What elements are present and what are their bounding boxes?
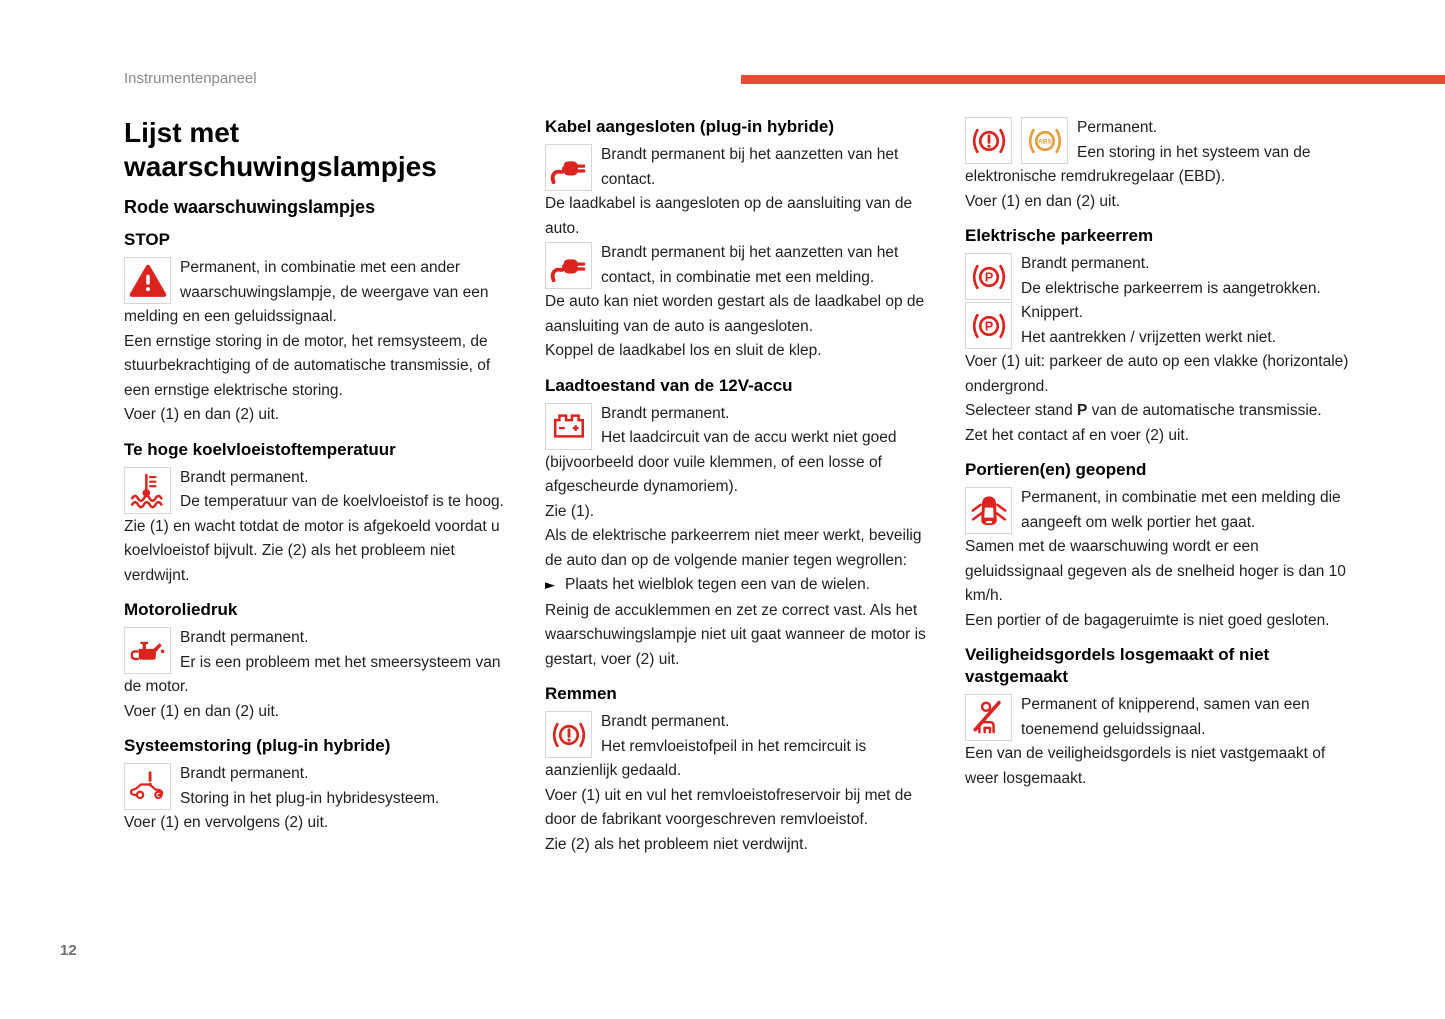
paragraph: Voer (1) uit: parkeer de auto op een vlakke (horizontale) ondergrond.: [965, 353, 1349, 395]
section-heading-hybrid-fault: Systeemstoring (plug-in hybride): [124, 736, 391, 755]
paragraph: Brandt permanent bij het aanzetten van het contact, in combinatie met een melding.: [601, 244, 899, 286]
door-open-icon: [965, 487, 1012, 534]
p-label: P: [984, 270, 993, 285]
bullet-text: Plaats het wielblok tegen een van de wielen.: [565, 576, 871, 593]
paragraph: Permanent of knipperend, samen van een toenemend geluidssignaal.: [1021, 696, 1310, 738]
accent-bar: [741, 75, 1445, 84]
paragraph: Een storing in het systeem van de elektronische remdrukregelaar (EBD).: [965, 143, 1311, 185]
paragraph: Voer (1) uit en vul het remvloeistofreservoir bij met de door de fabrikant voorgeschreven remvloeistof.: [545, 786, 912, 828]
paragraph: Zet het contact af en voer (2) uit.: [965, 426, 1190, 444]
coolant-temperature-icon: [124, 467, 171, 514]
section-body: [965, 252, 1355, 301]
section-body: [124, 256, 519, 428]
section-heading-brakes: Remmen: [545, 684, 617, 703]
gear-position-label: P: [1077, 402, 1088, 419]
paragraph: Brandt permanent.: [180, 468, 309, 486]
oil-pressure-icon: [124, 627, 171, 674]
paragraph: Permanent.: [1077, 119, 1158, 136]
paragraph: Brandt permanent.: [1021, 255, 1150, 272]
paragraph: Zie (2) als het probleem niet verdwijnt.: [545, 835, 808, 853]
seatbelt-warning-icon: [965, 694, 1012, 741]
section-body: [545, 143, 930, 241]
section-doors-open: [965, 459, 1355, 633]
paragraph: Permanent, in combinatie met een melding die aangeeft om welk portier het gaat.: [1021, 489, 1341, 531]
section-cable-connected: [545, 116, 930, 364]
text-run: van de automatische transmissie.: [1087, 402, 1322, 419]
paragraph: Voer (1) en dan (2) uit.: [124, 406, 280, 423]
paragraph: Samen met de waarschuwing wordt er een geluidssignaal gegeven als de snelheid hoger is dan 10 km/h.: [965, 538, 1346, 604]
section-heading-stop: STOP: [124, 230, 170, 249]
paragraph: Permanent, in combinatie met een ander waarschuwingslampje, de weergave van een melding en een geluidssignaal.: [124, 259, 489, 325]
section-body: [965, 693, 1355, 791]
text-run: Selecteer stand: [965, 402, 1078, 419]
column-1: [124, 116, 519, 836]
page-title: Lijst met waarschuwingslampjes: [124, 117, 437, 182]
paragraph: Een ernstige storing in de motor, het remsysteem, de stuurbekrachtiging of de automatische transmissie, of een ernstige elektrische storing.: [124, 332, 491, 399]
paragraph: Brandt permanent.: [180, 629, 309, 646]
paragraph: De temperatuur van de koelvloeistof is te hoog.: [180, 493, 504, 510]
brake-warning-icon: [965, 117, 1012, 164]
paragraph: [965, 399, 1355, 424]
paragraph: De elektrische parkeerrem is aangetrokken.: [1021, 279, 1321, 297]
section-seatbelts: [965, 644, 1355, 791]
paragraph: Koppel de laadkabel los en sluit de klep.: [545, 342, 822, 359]
section-body: [965, 486, 1355, 633]
paragraph: De laadkabel is aangesloten op de aansluiting van de auto.: [545, 195, 913, 237]
section-heading-doors: Portieren(en) geopend: [965, 460, 1147, 479]
section-coolant-temperature: [124, 439, 519, 589]
warning-triangle-icon: [124, 257, 171, 304]
section-heading-parking-brake: Elektrische parkeerrem: [965, 226, 1154, 245]
paragraph: Storing in het plug-in hybridesysteem.: [180, 789, 440, 807]
section-body: [965, 301, 1355, 448]
hybrid-system-warning-icon: [124, 763, 171, 810]
paragraph: Het remvloeistofpeil in het remcircuit is aanzienlijk gedaald.: [545, 737, 867, 779]
section-heading-seatbelts: Veiligheidsgordels losgemaakt of niet vastgemaakt: [965, 645, 1270, 686]
section-stop: [124, 229, 519, 428]
section-heading-cable: Kabel aangesloten (plug-in hybride): [545, 117, 835, 136]
page-number: 12: [60, 942, 77, 959]
section-heading-battery: Laadtoestand van de 12V-accu: [545, 375, 793, 395]
bullet-arrow: ►: [545, 578, 555, 593]
paragraph: Het laadcircuit van de accu werkt niet goed (bijvoorbeeld door vuile klemmen, of een losse of afgescheurde dynamoriem).: [545, 429, 897, 495]
section-oil-pressure: [124, 599, 519, 724]
paragraph: Er is een probleem met het smeersysteem van de motor.: [124, 653, 501, 695]
section-body: [124, 466, 519, 589]
section-body: [545, 402, 930, 673]
section-body: [124, 626, 519, 724]
parking-brake-icon: [965, 302, 1012, 349]
section-12v-battery: [545, 375, 930, 673]
brake-warning-icon: [545, 711, 592, 758]
section-subtitle: Rode waarschuwingslampjes: [124, 197, 376, 217]
paragraph: Een van de veiligheidsgordels is niet vastgemaakt of weer losgemaakt.: [965, 745, 1326, 787]
paragraph: Brandt permanent.: [601, 713, 730, 730]
abs-warning-icon: [1021, 117, 1068, 164]
content: [124, 116, 1355, 857]
paragraph: De auto kan niet worden gestart als de laadkabel op de aansluiting van de auto is aangesloten.: [545, 293, 925, 335]
bullet-line: [545, 573, 930, 599]
paragraph: Voer (1) en vervolgens (2) uit.: [124, 814, 329, 831]
paragraph: Een portier of de bagageruimte is niet goed gesloten.: [965, 611, 1330, 629]
paragraph: Brandt permanent bij het aanzetten van het contact.: [601, 146, 899, 188]
battery-charge-icon: [545, 403, 592, 450]
paragraph: Als de elektrische parkeerrem niet meer werkt, beveilig de auto dan op de volgende manier tegen wegrollen:: [545, 527, 922, 569]
paragraph: Reinig de accuklemmen en zet ze correct vast. Als het waarschuwingslampje niet uit gaat wanneer de motor is gestart, voer (2) uit.: [545, 601, 926, 668]
section-body: [545, 241, 930, 364]
column-2: [545, 116, 930, 857]
p-label: P: [984, 319, 993, 334]
section-body: [965, 116, 1355, 214]
charging-cable-icon: [545, 144, 592, 191]
section-heading-coolant: Te hoge koelvloeistoftemperatuur: [124, 439, 396, 459]
paragraph: Voer (1) en dan (2) uit.: [124, 702, 280, 720]
parking-brake-icon: [965, 253, 1012, 300]
abs-label: ABS: [1037, 138, 1052, 145]
section-brakes: [545, 683, 930, 857]
section-body: [545, 710, 930, 857]
section-parking-brake: [965, 225, 1355, 448]
paragraph: Het aantrekken / vrijzetten werkt niet.: [1021, 328, 1277, 346]
paragraph: Brandt permanent.: [601, 404, 730, 422]
page-header: Instrumentenpaneel: [124, 70, 257, 87]
section-hybrid-system-fault: [124, 735, 519, 836]
paragraph: Knippert.: [1021, 304, 1084, 321]
section-body: [124, 762, 519, 836]
section-heading-oil: Motoroliedruk: [124, 600, 238, 619]
paragraph: Voer (1) en dan (2) uit.: [965, 192, 1121, 210]
section-ebd: [965, 116, 1355, 214]
paragraph: Brandt permanent.: [180, 765, 309, 782]
charging-cable-icon: [545, 242, 592, 289]
paragraph: Zie (1).: [545, 502, 595, 520]
column-3: [965, 116, 1355, 791]
paragraph: Zie (1) en wacht totdat de motor is afgekoeld voordat u koelvloeistof bijvult. Zie (2) als het probleem niet verdwijnt.: [124, 517, 500, 584]
